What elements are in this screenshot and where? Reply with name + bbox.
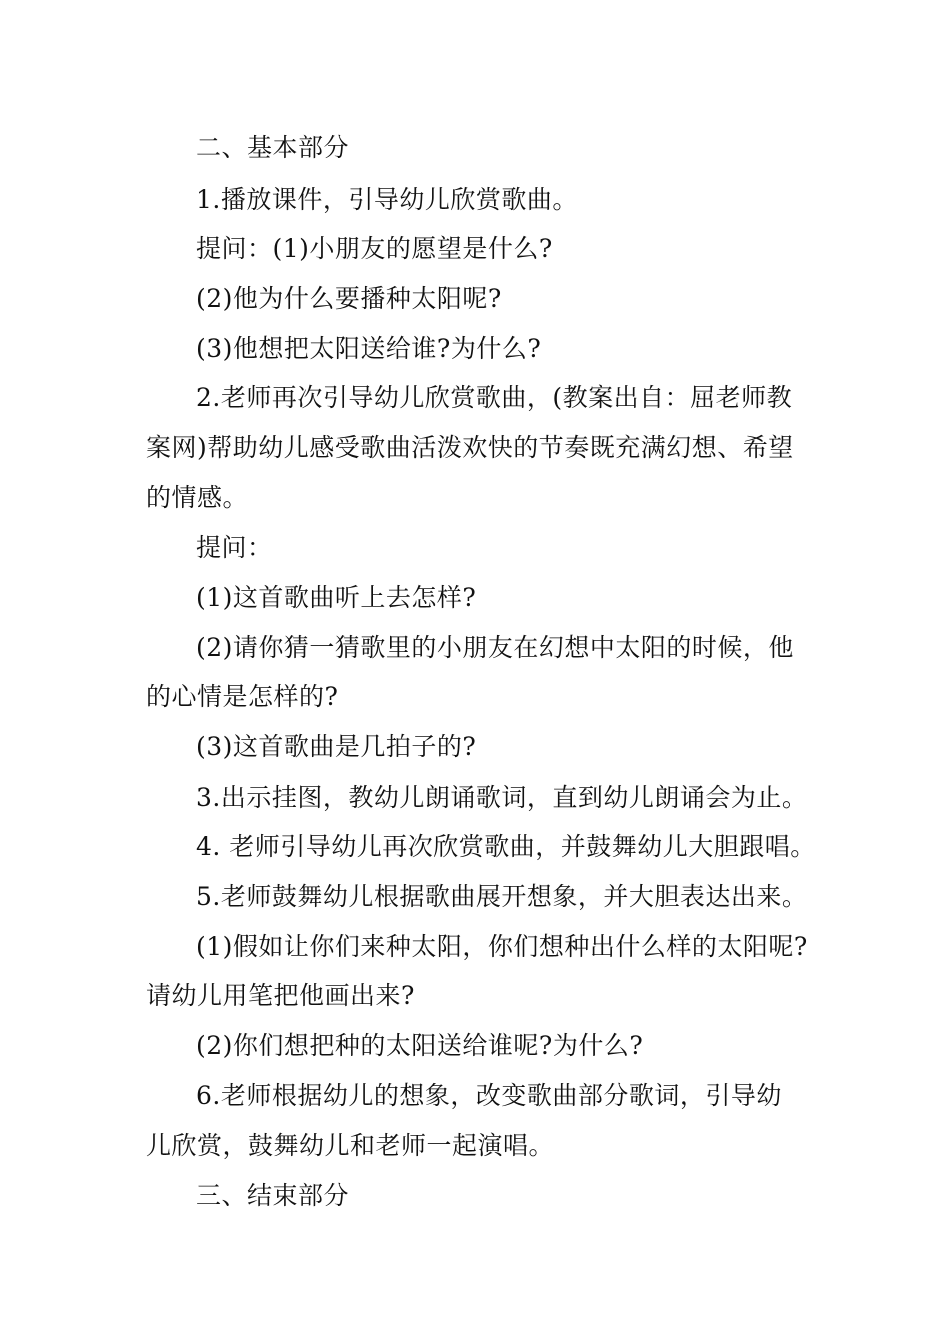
question-2-1: (1)这首歌曲听上去怎样? bbox=[196, 583, 477, 612]
step-4: 4. 老师引导幼儿再次欣赏歌曲，并鼓舞幼儿大胆跟唱。 bbox=[196, 832, 816, 861]
step-2-line-2: 案网)帮助幼儿感受歌曲活泼欢快的节奏既充满幻想、希望 bbox=[146, 433, 794, 462]
section-heading-ending: 三、结束部分 bbox=[196, 1181, 350, 1210]
question-1-2: (2)他为什么要播种太阳呢? bbox=[196, 284, 502, 313]
question-2-2-line-2: 的心情是怎样的? bbox=[146, 682, 339, 711]
question-1-1: 提问：(1)小朋友的愿望是什么? bbox=[196, 234, 553, 263]
section-heading-basic: 二、基本部分 bbox=[196, 133, 350, 162]
question-2-3: (3)这首歌曲是几拍子的? bbox=[196, 732, 477, 761]
step-6-line-1: 6.老师根据幼儿的想象，改变歌曲部分歌词，引导幼 bbox=[196, 1081, 782, 1110]
step-2-line-3: 的情感。 bbox=[146, 483, 249, 512]
question-5-2: (2)你们想把种的太阳送给谁呢?为什么? bbox=[196, 1031, 644, 1060]
question-5-1-line-2: 请幼儿用笔把他画出来? bbox=[146, 981, 415, 1010]
question-5-1-line-1: (1)假如让你们来种太阳，你们想种出什么样的太阳呢? bbox=[196, 932, 808, 961]
question-label: 提问： bbox=[196, 533, 273, 562]
step-1: 1.播放课件，引导幼儿欣赏歌曲。 bbox=[196, 185, 578, 214]
step-2-line-1: 2.老师再次引导幼儿欣赏歌曲，(教案出自：屈老师教 bbox=[196, 383, 793, 412]
step-6-line-2: 儿欣赏，鼓舞幼儿和老师一起演唱。 bbox=[146, 1131, 555, 1160]
question-2-2-line-1: (2)请你猜一猜歌里的小朋友在幻想中太阳的时候，他 bbox=[196, 633, 794, 662]
step-5: 5.老师鼓舞幼儿根据歌曲展开想象，并大胆表达出来。 bbox=[196, 882, 808, 911]
question-1-3: (3)他想把太阳送给谁?为什么? bbox=[196, 334, 542, 363]
step-3: 3.出示挂图，教幼儿朗诵歌词，直到幼儿朗诵会为止。 bbox=[196, 783, 808, 812]
